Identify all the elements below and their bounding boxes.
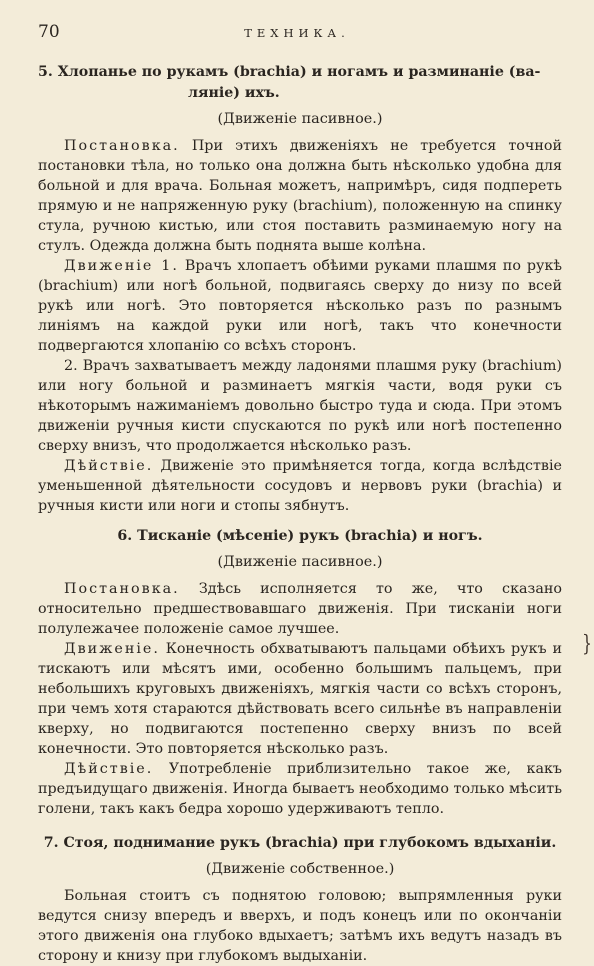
- paragraph-text: Врачъ хлопаетъ обѣими руками плашмя по рукѣ (brachium) или ногѣ больной, подвигаясь сверху до низу по всей рукѣ или ногѣ. Это повторяется нѣсколько разъ по разнымъ линіямъ на каждой руки или ногѣ, такъ что конечности подвергаются хлопанію со всѣхъ сторонъ.: [38, 258, 562, 354]
- section-5-heading-line1: 5. Хлопанье по рукамъ (brachia) и ногамъ и разминаніе (ва-: [38, 64, 541, 80]
- paragraph-text: Употребленіе приблизительно такое же, какъ предъидущаго движенія. Иногда бываетъ необходимо только мѣсить голени, такъ какъ бедра хорошо удерживаютъ тепло.: [38, 761, 562, 817]
- section-5-paragraph: [38, 256, 562, 356]
- paragraph-text: Конечность обхватываютъ пальцами обѣихъ рукъ и тискаютъ или мѣсятъ ими, особенно большимъ пальцемъ, при небольшихъ круговыхъ движеніяхъ, мягкія части со всѣхъ сторонъ, при чемъ хотя стараются дѣйствовать всего сильнѣе въ направленіи кверху, но подвигаются постепенно сверху внизъ по всей конечности. Это повторяется нѣсколько разъ.: [38, 641, 562, 757]
- section-6-heading: 6. Тисканіе (мѣсеніе) рукъ (brachia) и ногъ.: [117, 528, 483, 544]
- section-7-paragraph: Больная стоитъ съ поднятою головою; выпрямленныя руки ведутся снизу впередъ и вверхъ, и подъ конецъ или по окончаніи этого движенія она глубоко вдыхаетъ; затѣмъ ихъ ведутъ назадъ въ сторону и книзу при глубокомъ выдыханіи.: [38, 888, 562, 964]
- paragraph-label: Постановка.: [64, 581, 180, 597]
- section-6-paragraph: [38, 579, 562, 639]
- page-body: [38, 62, 562, 966]
- paragraph-label: Постановка.: [64, 138, 180, 154]
- section-5-paragraph: [38, 456, 562, 516]
- section-7-subtitle: (Движеніе собственное.): [205, 861, 395, 877]
- section-7-heading: 7. Стоя, поднимание рукъ (brachia) при глубокомъ вдыханіи.: [43, 835, 557, 851]
- page-header: [0, 22, 594, 46]
- section-5-subtitle: (Движеніе пасивное.): [217, 111, 383, 127]
- paragraph-label: Движеніе.: [64, 641, 160, 657]
- page-number: 70: [38, 22, 60, 42]
- section-6-paragraph: [38, 639, 562, 759]
- paragraph-label: Дѣйствіе.: [64, 761, 154, 777]
- running-title: ТЕХНИКА.: [244, 26, 350, 40]
- paragraph-label: Движеніе 1.: [64, 258, 179, 274]
- paragraph-label: Дѣйствіе.: [64, 458, 154, 474]
- paragraph-text: Движеніе это примѣняется тогда, когда вслѣдствіе уменьшенной дѣятельности сосудовъ и нервовъ руки (brachia) и ручныя кисти или ноги и стопы зябнутъ.: [38, 458, 562, 514]
- section-5-heading-line2: ляніе) ихъ.: [188, 85, 280, 101]
- paragraph-text: Здѣсь исполняется то же, что сказано относительно предшествовавшаго движенія. При тисканіи ноги полулежачее положеніе самое лучшее.: [38, 581, 562, 637]
- section-6-subtitle: (Движеніе пасивное.): [217, 554, 383, 570]
- section-5-heading: [38, 62, 562, 104]
- section-5-paragraph: [38, 136, 562, 256]
- paragraph-text: При этихъ движеніяхъ не требуется точной постановки тѣла, но только она должна быть нѣсколько удобна для больной и для врача. Больная можетъ, напримѣръ, сидя подпереть прямую и не напряженную руку (brachium), положенную на спинку стула, ручною кистью, или стоя поставить разминаемую ногу на стулъ. Одежда должна быть поднята выше колѣна.: [38, 138, 562, 254]
- section-6-paragraph: [38, 759, 562, 819]
- section-5-paragraph: 2. Врачъ захватываетъ между ладонями плашмя руку (brachium) или ногу больной и разминаетъ мягкія части, водя руки съ нѣкоторымъ нажиманіемъ довольно быстро туда и сюда. При этомъ движеніи ручныя кисти спускаются по рукѣ или ногѣ постепенно сверху внизъ, что продолжается нѣсколько разъ.: [38, 358, 562, 454]
- margin-brace-mark: }: [582, 632, 592, 657]
